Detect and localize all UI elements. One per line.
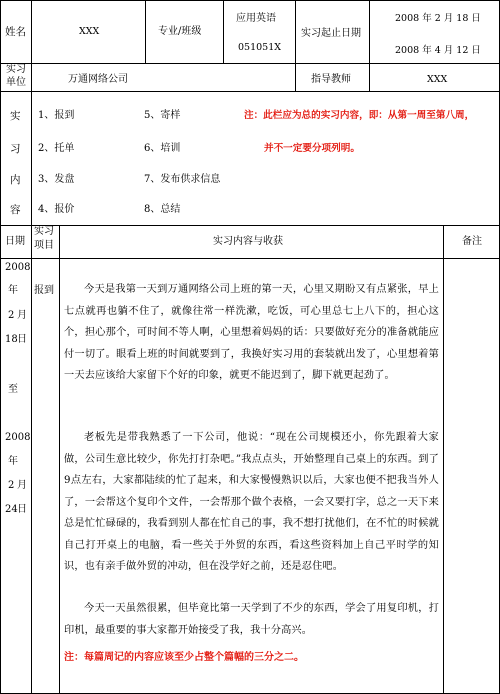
- log-date-header: 日期: [5, 236, 25, 247]
- log-paragraph-2: 老板先是带我熟悉了一下公司，他说：“现在公司规模还小，你先跟着大家做，公司生意比较少，你先打打杂吧。”我点点头，开始整理自己桌上的东西。到了9点左右，大家都陆续的忙了起来，和大家慢慢熟识以后，大家也便不把我当外人了，一会帮这个复印个文件，一会帮那个做个表格，一会又要打字，总之一天下来总是忙忙碌碌的，我看到别人都在忙自己的事，我不想打扰他们，在不忙的时候就自己打开桌上的电脑，看一些关于外贸的东西，看这些资料加上自己平时学的知识，也有亲手做外贸的冲动，但在没学好之前，还是忍住吧。: [64, 432, 439, 572]
- content-item-8: 8、总结: [144, 204, 181, 215]
- content-label-char-3: 内: [10, 174, 21, 186]
- name-value: XXX: [79, 26, 100, 37]
- log-date-char: 18: [5, 334, 18, 345]
- content-label-char-1: 实: [10, 110, 21, 122]
- log-date-char: 日: [17, 504, 27, 515]
- content-note-line-1: 注：此栏应为总的实习内容，即：从第一周至第八周，: [244, 110, 475, 121]
- log-content-header: 实习内容与收获: [213, 236, 283, 247]
- period-label: 实习起止日期: [301, 28, 361, 39]
- unit-value: 万通网络公司: [68, 74, 128, 85]
- log-item-header-line-2: 项目: [34, 240, 54, 251]
- log-date-char: 2008: [5, 432, 31, 443]
- major-value-line-1: 应用英语: [236, 13, 276, 24]
- period-start: 2008 年 2 月 18 日: [395, 13, 481, 24]
- log-paragraph-1: 今天是我第一天到万通网络公司上班的第一天，心里又期盼又有点紧张，早上七点就再也躺不住了，就像往常一样洗漱，吃饭，可心里总七上八下的，担心这个，担心那个，可时间不等人啊，心里想着妈妈的话：只要做好充分的准备就能应付一切了。眼看上班的时间就要到了，我换好实习用的套装就出发了，心里想着第一天去应该给大家留下个好的印象，就更不能迟到了，脚下就更起劲了。: [64, 284, 439, 381]
- log-item-value: 报到: [34, 285, 54, 296]
- content-item-3: 3、发盘: [38, 174, 75, 185]
- unit-label-line-2: 单位: [6, 77, 26, 88]
- teacher-value: XXX: [427, 74, 448, 85]
- content-label-char-4: 容: [10, 204, 21, 216]
- log-remark-header: 备注: [462, 236, 482, 247]
- log-date-char: 2008: [5, 262, 31, 273]
- log-date-char: 月: [17, 480, 27, 491]
- content-item-5: 5、寄样: [144, 110, 181, 121]
- period-end: 2008 年 4 月 12 日: [395, 45, 481, 56]
- log-date-char: 年: [8, 456, 18, 467]
- major-value-line-2: 051051X: [238, 42, 282, 53]
- content-item-4: 4、报价: [38, 204, 75, 215]
- log-note: 注：每篇周记的内容应该至少占整个篇幅的三分之二。: [64, 652, 304, 663]
- content-item-6: 6、培训: [144, 143, 181, 154]
- major-label: 专业/班级: [158, 26, 202, 37]
- log-date-char: 2: [8, 310, 15, 321]
- log-date-char: 2: [8, 480, 15, 491]
- log-date-char: 至: [8, 384, 18, 395]
- log-date-char: 日: [17, 334, 27, 345]
- content-item-1: 1、报到: [38, 110, 75, 121]
- unit-label-line-1: 实习: [6, 64, 26, 75]
- log-paragraph-3: 今天一天虽然很累，但毕竟比第一天学到了不少的东西，学会了用复印机，打印机，最重要的事大家都开始接受了我，我十分高兴。: [64, 603, 439, 636]
- log-item-header-line-1: 实习: [34, 226, 54, 237]
- content-item-7: 7、发布供求信息: [144, 174, 221, 185]
- log-date-char: 24: [5, 504, 18, 515]
- log-date-char: 年: [8, 285, 18, 296]
- content-label-char-2: 习: [10, 143, 21, 155]
- name-label: 姓名: [5, 26, 26, 38]
- content-item-2: 2、托单: [38, 143, 75, 154]
- content-note-line-2: 并不一定要分项列明。: [264, 143, 360, 154]
- teacher-label: 指导教师: [311, 74, 351, 85]
- log-date-char: 月: [17, 310, 27, 321]
